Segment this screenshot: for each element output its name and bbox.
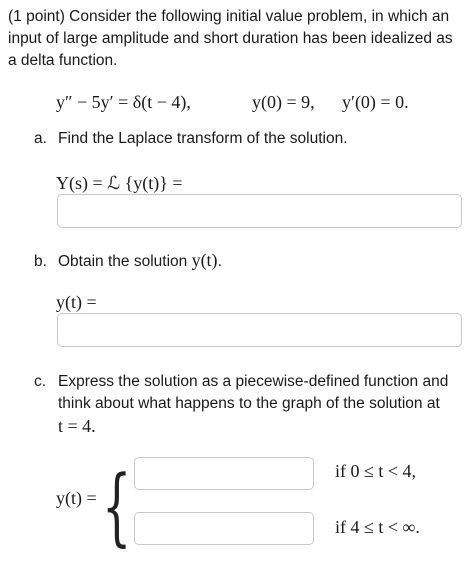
part-b-marker: b. (34, 253, 47, 270)
problem-statement (8, 6, 470, 72)
part-c-line-2: think about what happens to the graph of the solution at (58, 395, 440, 412)
laplace-transform-input[interactable] (57, 194, 462, 228)
piecewise-input-second[interactable] (134, 512, 314, 545)
part-b-question (34, 249, 222, 273)
initial-condition-yprime: y′(0) = 0. (342, 92, 409, 112)
part-a-text: Find the Laplace transform of the solution. (58, 130, 348, 147)
part-b-prompt: y(t) = (56, 292, 97, 312)
part-c-prompt: y(t) = (56, 488, 97, 508)
piecewise-condition-first: if 0 ≤ t < 4, (335, 461, 417, 481)
ode-expression: y″ − 5y′ = δ(t − 4), (56, 92, 191, 112)
solution-input[interactable] (57, 313, 462, 347)
part-b-period: . (217, 253, 222, 270)
initial-value-equation (56, 92, 466, 118)
part-c-line-3: t = 4. (58, 416, 96, 436)
part-c-marker: c. (34, 373, 47, 390)
initial-condition-y: y(0) = 9, (252, 92, 315, 112)
part-a-marker: a. (34, 130, 47, 147)
part-b-math: y(t) (191, 250, 218, 270)
part-b-text: Obtain the solution (58, 253, 192, 270)
part-c-question (34, 371, 448, 437)
piecewise-brace: { (102, 457, 132, 555)
part-c-line-1: Express the solution as a piecewise-defined function and (58, 373, 449, 390)
part-a-prompt: Y(s) = ℒ {y(t)} = (56, 173, 183, 193)
intro-line-1: (1 point) Consider the following initial value problem, in which an (8, 8, 450, 25)
part-a-question (34, 128, 348, 150)
piecewise-input-first[interactable] (134, 457, 314, 490)
intro-line-2: input of large amplitude and short duration has been idealized as (8, 30, 453, 47)
piecewise-condition-second: if 4 ≤ t < ∞. (335, 517, 420, 537)
intro-line-3: a delta function. (8, 52, 118, 69)
